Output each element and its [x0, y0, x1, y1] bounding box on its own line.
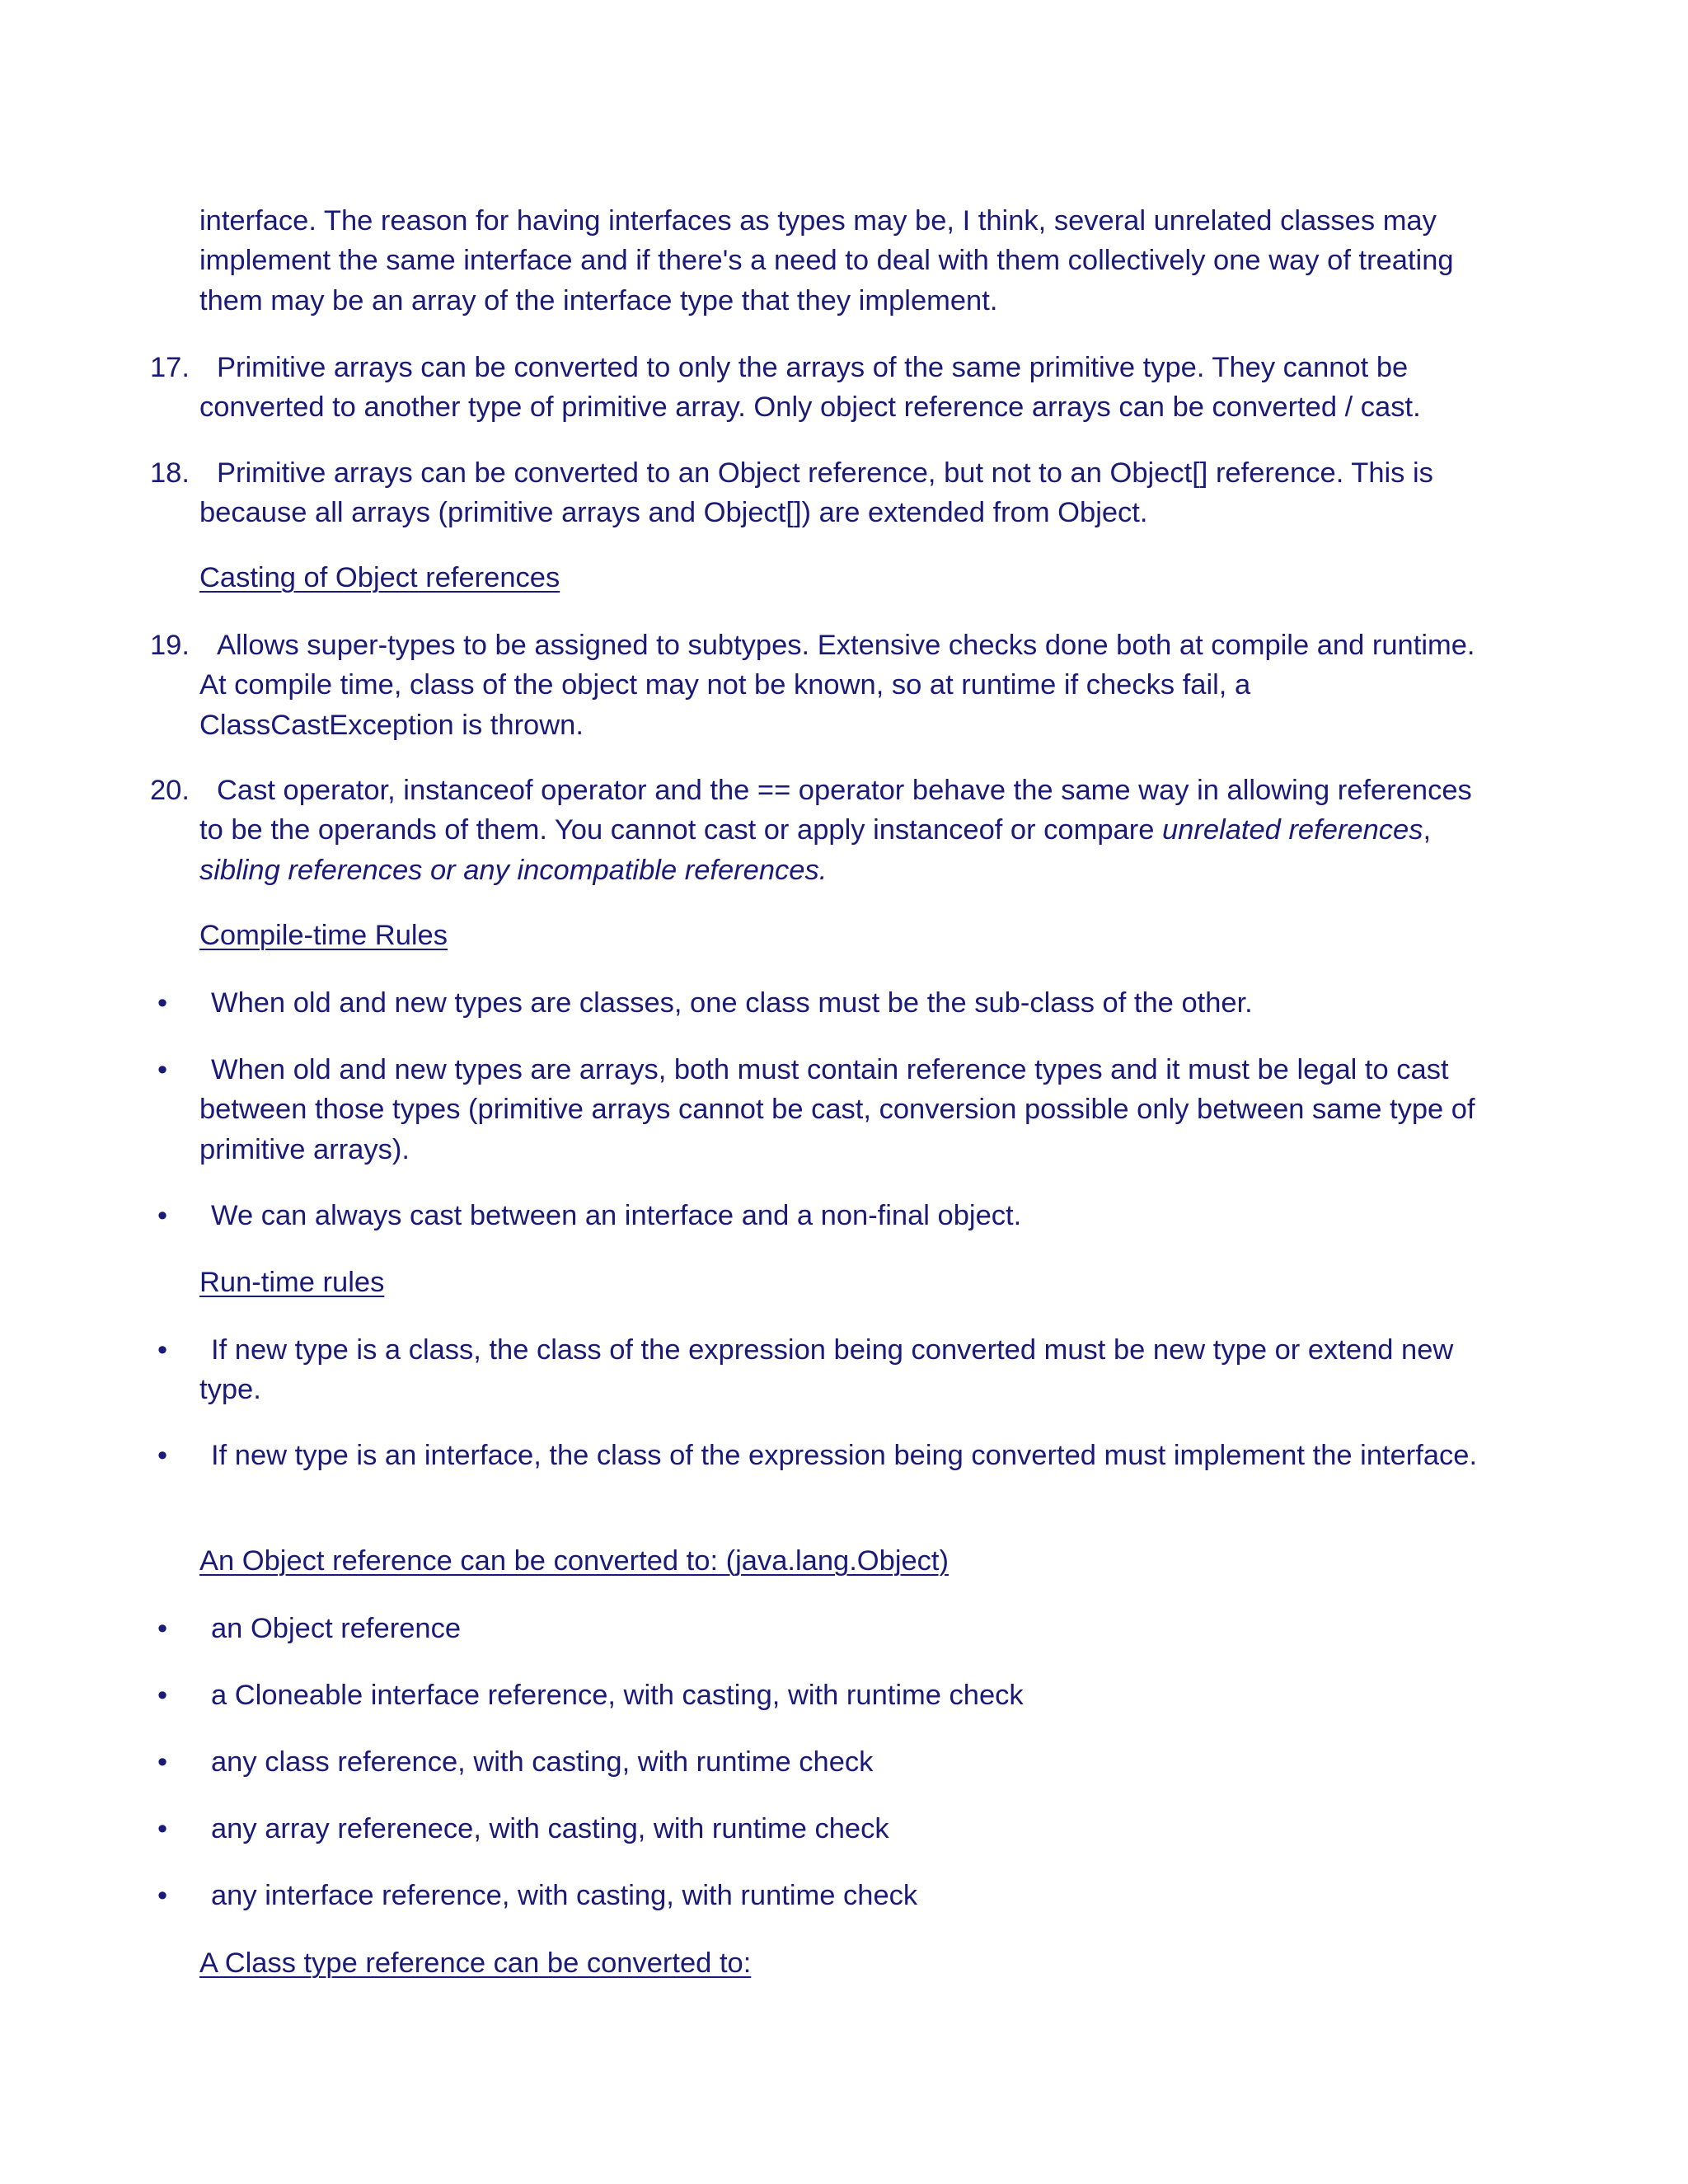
bullet-item: • an Object reference: [150, 1609, 1502, 1648]
item-text: Cast operator, instanceof operator and the == operator behave the same way in allowing references to be the operands of them. You cannot cast or apply instanceof or compare: [199, 775, 1472, 846]
bullet-icon: •: [157, 1613, 168, 1644]
bullet-icon: •: [157, 1880, 168, 1911]
item-text: Primitive arrays can be converted to only the arrays of the same primitive type. They cannot be converted to another type of primitive array. Only object reference arrays can be converted / cast.: [199, 352, 1421, 424]
section-heading-compile-time: Compile-time Rules: [199, 920, 448, 951]
item-number: 19.: [150, 630, 190, 661]
section-heading-run-time: Run-time rules: [199, 1267, 385, 1298]
section-heading-class-reference: A Class type reference can be converted to:: [199, 1947, 752, 1979]
item-number: 18.: [150, 457, 190, 489]
bullet-item: • We can always cast between an interface and a non-final object.: [150, 1196, 1502, 1235]
item-number: 17.: [150, 352, 190, 383]
bullet-icon: •: [157, 1200, 168, 1231]
item-text-italic: unrelated references: [1162, 814, 1423, 846]
bullet-item: • If new type is an interface, the class of the expression being converted must implement the interface.: [150, 1436, 1502, 1475]
bullet-icon: •: [157, 1054, 168, 1085]
section-heading-object-reference: An Object reference can be converted to: (java.lang.Object): [199, 1545, 949, 1577]
list-item-20: 20. Cast operator, instanceof operator and the == operator behave the same way in allowing references to be the operands of them. You cannot cast or apply instanceof or compare unrelated references, sibling references or any incompatible references.: [150, 771, 1502, 890]
bullet-icon: •: [157, 1746, 168, 1778]
bullet-item: • a Cloneable interface reference, with casting, with runtime check: [150, 1675, 1502, 1715]
bullet-item: • If new type is a class, the class of the expression being converted must be new type or extend new type.: [150, 1330, 1502, 1410]
item-text: Primitive arrays can be converted to an Object reference, but not to an Object[] reference. This is because all arrays (primitive arrays and Object[]) are extended from Object.: [199, 457, 1433, 529]
continuation-paragraph: interface. The reason for having interfaces as types may be, I think, several unrelated classes may implement the same interface and if there's a need to deal with them collectively one way of treating them may be an array of the interface type that they implement.: [199, 205, 1454, 316]
list-item-19: [150, 626, 1502, 745]
section-heading-casting: Casting of Object references: [199, 562, 560, 593]
bullet-icon: •: [157, 1440, 168, 1471]
bullet-item: • any array referenece, with casting, with runtime check: [150, 1809, 1502, 1849]
item-text-italic: sibling references or any incompatible references.: [199, 854, 828, 886]
list-item-18: [150, 453, 1502, 533]
bullet-icon: •: [157, 1334, 168, 1366]
bullet-item: • any interface reference, with casting, with runtime check: [150, 1876, 1502, 1915]
list-item-17: [150, 348, 1502, 428]
bullet-icon: •: [157, 1813, 168, 1844]
item-number: 20.: [150, 775, 190, 806]
item-text: Allows super-types to be assigned to subtypes. Extensive checks done both at compile and runtime. At compile time, class of the object may not be known, so at runtime if checks fail, a ClassCastException is thrown.: [199, 630, 1475, 741]
bullet-icon: •: [157, 987, 168, 1019]
bullet-item: • any class reference, with casting, with runtime check: [150, 1742, 1502, 1782]
bullet-item: • When old and new types are classes, one class must be the sub-class of the other.: [150, 983, 1502, 1023]
bullet-item: • When old and new types are arrays, both must contain reference types and it must be legal to cast between those types (primitive arrays cannot be cast, conversion possible only between same type of primitive arrays).: [150, 1050, 1502, 1169]
bullet-icon: •: [157, 1680, 168, 1711]
